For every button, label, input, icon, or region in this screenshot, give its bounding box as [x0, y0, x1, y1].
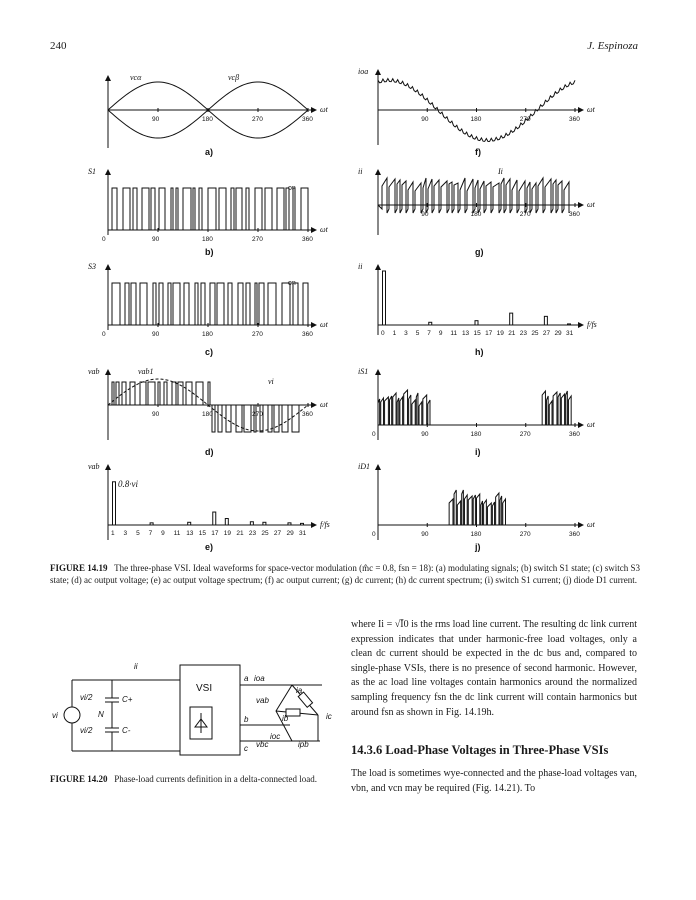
- tick-label: 0: [381, 330, 385, 337]
- tick-label: 180: [470, 531, 482, 538]
- tick-label: 180: [202, 331, 213, 338]
- tick-label: 270: [519, 116, 531, 123]
- tick-label: 21: [508, 330, 516, 337]
- tick-label: 90: [421, 431, 429, 438]
- y-axis-label: S1: [88, 167, 96, 176]
- x-axis-label: ωt: [320, 400, 328, 409]
- tick-label: 15: [198, 530, 206, 537]
- tick-label: 5: [415, 330, 420, 337]
- tick-label: 17: [211, 530, 219, 537]
- tick-label: 13: [186, 530, 194, 537]
- tick-label: 25: [261, 530, 269, 537]
- label-c: c: [244, 744, 248, 753]
- y-axis-label: vab: [88, 367, 100, 376]
- dc-current-trace: [378, 178, 569, 213]
- figure-14-20-circuit: [50, 655, 350, 765]
- spectrum-bar: [213, 512, 216, 525]
- label-ii: ii: [134, 662, 138, 671]
- tick-label: 29: [554, 330, 562, 337]
- figure-14-19-label: FIGURE 14.19: [50, 563, 108, 573]
- tick-label: 9: [438, 330, 443, 337]
- switch-current-trace: [378, 490, 575, 525]
- tick-label: 0: [102, 236, 106, 243]
- y-axis-label: ioa: [358, 67, 369, 76]
- tick-label: 31: [299, 530, 307, 537]
- tick-label: 360: [302, 331, 313, 338]
- page-number: 240: [50, 40, 67, 52]
- tick-label: 11: [173, 530, 181, 537]
- spectrum-bar: [544, 316, 547, 325]
- spectrum-bar: [568, 324, 571, 325]
- spectrum-bar: [263, 522, 266, 525]
- tick-label: 1: [111, 530, 115, 537]
- running-head-author: J. Espinoza: [587, 40, 638, 52]
- tick-label: 27: [542, 330, 551, 337]
- tick-label: 29: [286, 530, 294, 537]
- annotation-label: 0.8·vi: [118, 479, 138, 489]
- label-vi-half-top: vi/2: [80, 693, 93, 702]
- panel-label: i): [475, 447, 481, 457]
- tick-label: 90: [152, 411, 160, 418]
- tick-label: 19: [496, 330, 504, 337]
- y-axis-label: vab: [88, 462, 100, 471]
- label-Ii: Ii: [498, 167, 503, 176]
- x-axis-label: ωt: [587, 520, 595, 529]
- tick-label: 180: [202, 236, 213, 243]
- tick-label: 360: [569, 431, 580, 438]
- tick-label: 90: [152, 331, 160, 338]
- panel-label: j): [475, 542, 481, 552]
- tick-label: 360: [302, 116, 313, 123]
- panel-label: a): [205, 147, 214, 157]
- label-vbc: vbc: [256, 740, 269, 749]
- y-axis-label: ii: [358, 262, 363, 271]
- label-vi: vi: [52, 711, 58, 720]
- spectrum-bar: [475, 321, 478, 325]
- x-axis-label: ωt: [587, 105, 595, 114]
- tick-label: 1: [392, 330, 397, 337]
- tick-label: 180: [470, 211, 482, 218]
- tick-label: 0: [102, 331, 106, 338]
- section-heading: 14.3.6 Load-Phase Voltages in Three-Phase VSIs: [351, 743, 609, 757]
- tick-label: 270: [519, 431, 531, 438]
- label-ic: ic: [326, 712, 332, 721]
- spectrum-bar: [301, 523, 304, 525]
- x-axis-label: f/fs: [587, 320, 597, 329]
- tick-label: 0: [372, 431, 376, 438]
- figure-14-20-caption-text: Phase-load currents definition in a delta-connected load.: [114, 774, 317, 784]
- source-vi: [64, 707, 80, 723]
- tick-label: 23: [248, 530, 257, 537]
- tick-label: 180: [470, 431, 482, 438]
- label-vsi: VSI: [196, 683, 213, 694]
- x-axis-label: ωt: [320, 105, 328, 114]
- tick-label: 7: [148, 530, 153, 537]
- spectrum-bar: [288, 523, 291, 525]
- tick-label: 90: [421, 211, 429, 218]
- tick-label: 27: [273, 530, 282, 537]
- x-axis-label: f/fs: [320, 520, 330, 529]
- tick-label: 5: [136, 530, 140, 537]
- figure-14-19-caption: [50, 562, 640, 586]
- label-n: N: [98, 710, 104, 719]
- y-axis-label: iS1: [358, 367, 369, 376]
- label-vab1: vab1: [138, 367, 154, 376]
- tick-label: 360: [569, 116, 580, 123]
- annotation-on: on: [288, 280, 296, 287]
- tick-label: 90: [421, 531, 429, 538]
- tick-label: 180: [202, 411, 213, 418]
- figure-14-19-caption-text: The three-phase VSI. Ideal waveforms for space-vector modulation (m̂c = 0.8, fsn = 18): (a) modulating signals; (b) switch S1 state; (c) switch S3 state; (d) ac output voltage; (e) ac output voltage spectrum; (f) ac output current; (g) dc current; (h) dc current spectrum; (i) switch S1 current; (j) diode D1 current.: [50, 563, 640, 585]
- label-b: b: [244, 715, 249, 724]
- y-axis-label: iD1: [358, 462, 370, 471]
- tick-label: 270: [252, 236, 263, 243]
- label-cm: C-: [122, 726, 131, 735]
- switch-state-trace: [108, 283, 308, 325]
- tick-label: 360: [302, 411, 313, 418]
- x-axis-label: ωt: [320, 320, 328, 329]
- figure-14-20-caption: [50, 773, 340, 785]
- tick-label: 9: [161, 530, 165, 537]
- panel-label: g): [475, 247, 484, 257]
- tick-label: 360: [302, 236, 313, 243]
- tick-label: 270: [252, 411, 263, 418]
- label-ia: ia: [296, 686, 303, 695]
- panel-label: d): [205, 447, 214, 457]
- body-paragraph-2: The load is sometimes wye-connected and the phase-load voltages van, vbn, and vcn may be required (Fig. 14.21). To: [351, 768, 637, 794]
- spectrum-bar: [150, 523, 153, 525]
- label-ioc: ioc: [270, 732, 281, 741]
- tick-label: 90: [152, 236, 160, 243]
- spectrum-bar: [113, 482, 116, 525]
- tick-label: 11: [450, 330, 458, 337]
- spectrum-bar: [429, 322, 432, 325]
- tick-label: 3: [123, 530, 128, 537]
- tick-label: 90: [152, 116, 160, 123]
- tick-label: 270: [519, 211, 531, 218]
- tick-label: 270: [252, 331, 263, 338]
- signal-label-alpha: vcα: [130, 73, 142, 82]
- tick-label: 31: [566, 330, 574, 337]
- label-vi: vi: [268, 377, 274, 386]
- tick-label: 180: [470, 116, 482, 123]
- output-voltage-trace: [108, 382, 299, 432]
- spectrum-bar: [188, 522, 191, 525]
- tick-label: 360: [569, 531, 580, 538]
- tick-label: 19: [223, 530, 232, 537]
- label-ioa: ioa: [254, 674, 265, 683]
- annotation-on: on: [288, 185, 296, 192]
- x-axis-label: ωt: [320, 225, 328, 234]
- panel-label: h): [475, 347, 484, 357]
- tick-label: 17: [485, 330, 493, 337]
- label-ib: ib: [282, 714, 289, 723]
- label-a: a: [244, 674, 249, 683]
- signal-label-beta: vcβ: [228, 73, 240, 82]
- spectrum-bar: [250, 522, 253, 525]
- tick-label: 0: [372, 531, 376, 538]
- tick-label: 7: [427, 330, 431, 337]
- figure-14-20-label: FIGURE 14.20: [50, 774, 108, 784]
- body-paragraph-1: where Ii = √Ī0 is the rms load line current. The resulting dc link current expression indicates that under harmonic-free load voltages, only a clean dc current should be expected in the dc bus and, compared to single-phase VSIs, there is no presence of second harmonic. However, as the ac load line voltages contain harmonics around the normalized sampling frequency fsn the dc link current will contain harmonics but around fsn as shown in Fig. 14.19h.: [351, 619, 637, 718]
- tick-label: 270: [519, 531, 531, 538]
- tick-label: 25: [531, 330, 539, 337]
- panel-label: c): [205, 347, 214, 357]
- panel-label: b): [205, 247, 214, 257]
- x-axis-label: ωt: [587, 200, 595, 209]
- tick-label: 360: [569, 211, 580, 218]
- label-ipb: ipb: [298, 740, 309, 749]
- y-axis-label: S3: [88, 262, 96, 271]
- panel-label: e): [205, 542, 214, 552]
- tick-label: 21: [236, 530, 244, 537]
- y-axis-label: ii: [358, 167, 363, 176]
- tick-label: 90: [421, 116, 429, 123]
- tick-label: 180: [202, 116, 213, 123]
- spectrum-bar: [510, 313, 513, 325]
- tick-label: 270: [252, 116, 263, 123]
- x-axis-label: ωt: [587, 420, 595, 429]
- label-cp: C+: [122, 695, 133, 704]
- label-vi-half-bot: vi/2: [80, 726, 93, 735]
- switch-state-trace: [108, 188, 308, 230]
- tick-label: 15: [473, 330, 481, 337]
- switch-current-trace: [378, 390, 575, 425]
- spectrum-bar: [383, 271, 386, 325]
- panel-label: f): [475, 147, 481, 157]
- spectrum-bar: [225, 519, 228, 525]
- tick-label: 23: [519, 330, 527, 337]
- label-vab: vab: [256, 696, 269, 705]
- tick-label: 3: [404, 330, 408, 337]
- tick-label: 13: [461, 330, 470, 337]
